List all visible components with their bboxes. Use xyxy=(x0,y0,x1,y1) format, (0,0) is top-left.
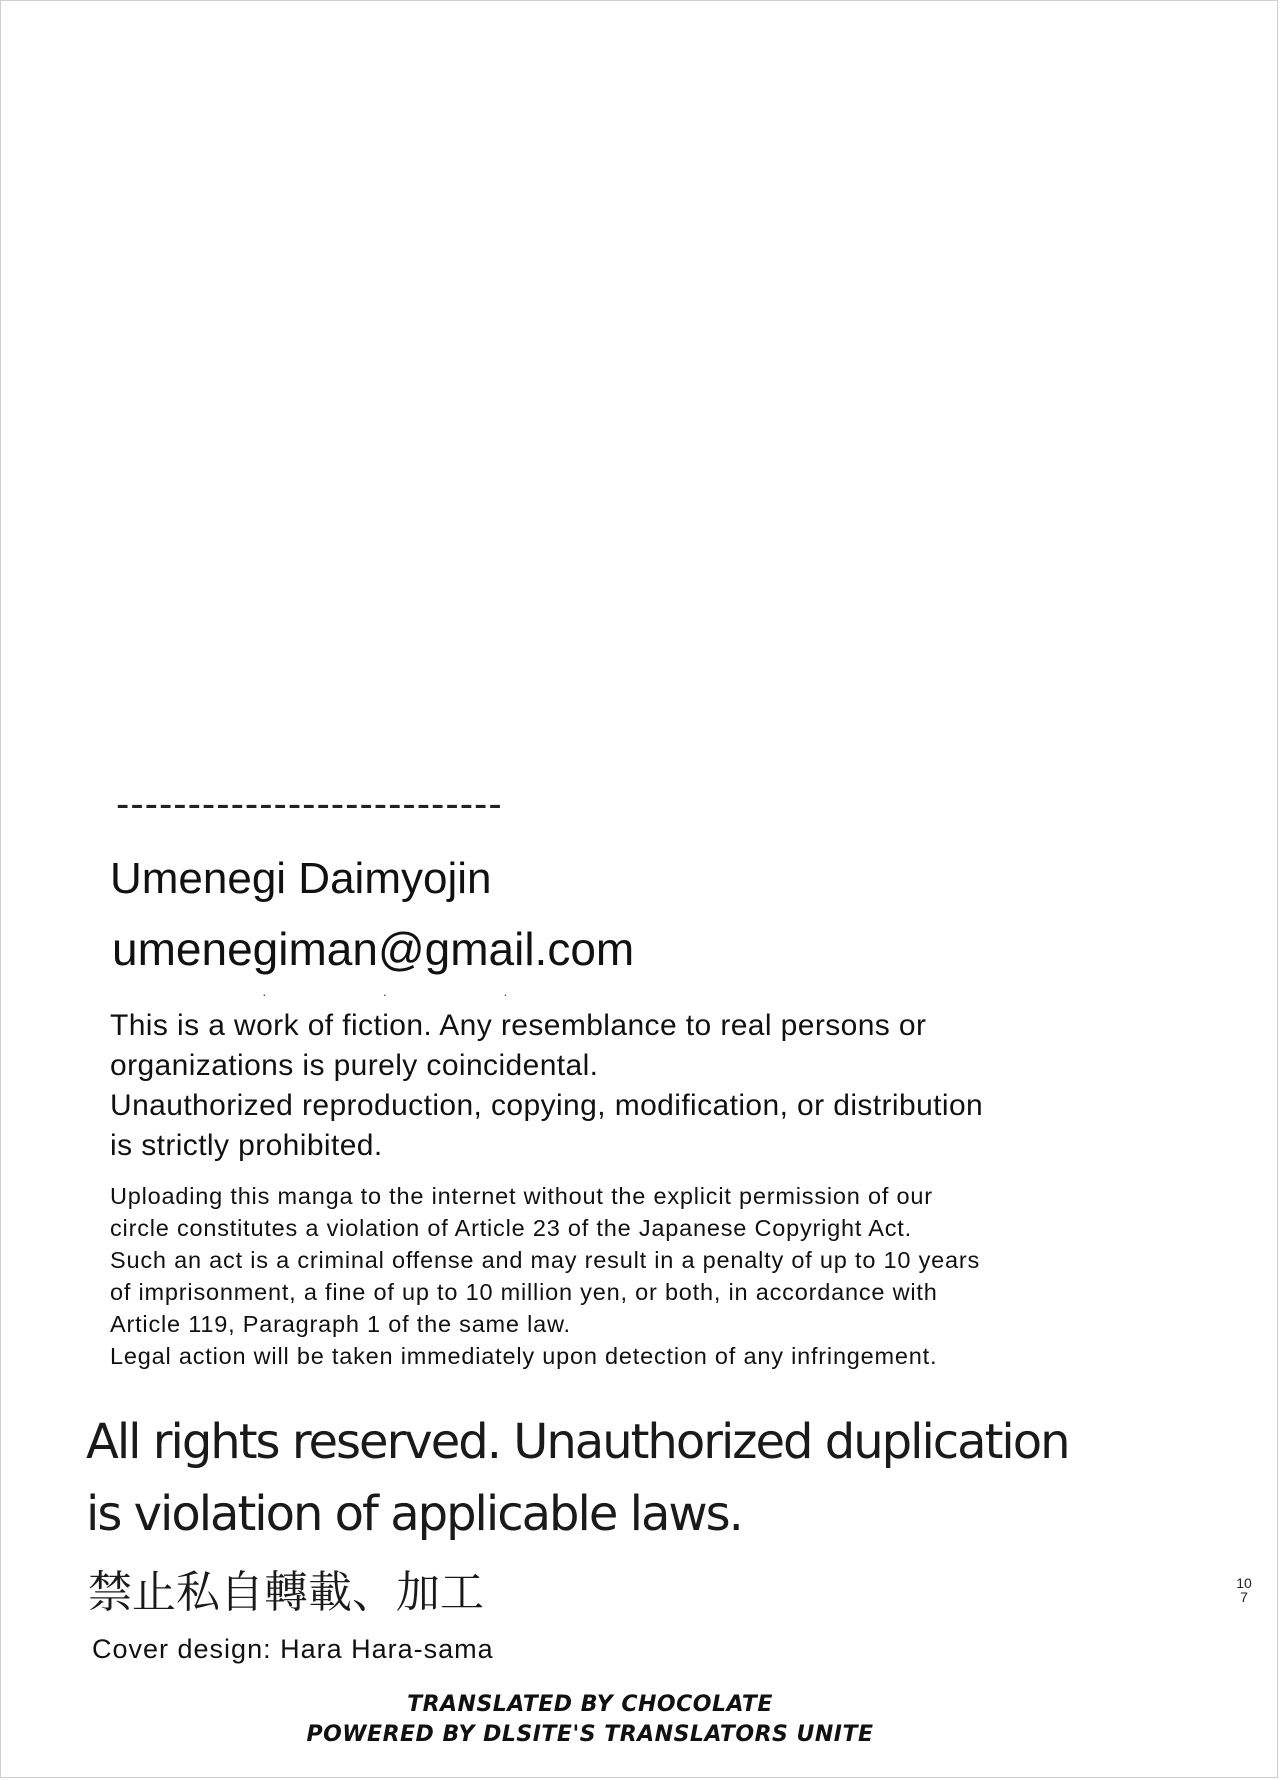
author-name: Umenegi Daimyojin xyxy=(110,854,492,903)
fiction-notice-line: organizations is purely coincidental. xyxy=(110,1049,599,1082)
ink-specks: · · · xyxy=(262,986,564,1002)
legal-notice xyxy=(110,1180,980,1372)
translation-credits xyxy=(0,1690,1180,1750)
fiction-notice-line: is strictly prohibited. xyxy=(110,1129,383,1162)
legal-notice-line: Such an act is a criminal offense and may result in a penalty of up to 10 years xyxy=(110,1247,981,1273)
rights-notice-line: All rights reserved. Unauthorized duplication xyxy=(86,1414,1069,1470)
page-number: 107 xyxy=(1236,1575,1252,1605)
powered-by-credit: POWERED BY DLSITE'S TRANSLATORS UNITE xyxy=(306,1722,874,1747)
fiction-notice xyxy=(110,1006,1190,1166)
legal-notice-line: Article 119, Paragraph 1 of the same law. xyxy=(110,1311,571,1337)
legal-notice-line: circle constitutes a violation of Article 23 of the Japanese Copyright Act. xyxy=(110,1215,912,1241)
separator-line: --------------------------- xyxy=(116,782,503,826)
legal-notice-line: Uploading this manga to the internet without the explicit permission of our xyxy=(110,1183,933,1209)
author-email: umenegiman@gmail.com xyxy=(112,923,635,975)
fiction-notice-line: This is a work of fiction. Any resemblance to real persons or xyxy=(110,1009,927,1042)
legal-notice-line: of imprisonment, a fine of up to 10 million yen, or both, in accordance with xyxy=(110,1279,938,1305)
rights-notice-line: is violation of applicable laws. xyxy=(86,1486,742,1542)
cover-design-credit: Cover design: Hara Hara-sama xyxy=(92,1634,494,1664)
japanese-rights-notice: 禁止私自轉載、加工 xyxy=(88,1567,484,1618)
legal-notice-line: Legal action will be taken immediately upon detection of any infringement. xyxy=(110,1343,938,1369)
fiction-notice-line: Unauthorized reproduction, copying, modification, or distribution xyxy=(110,1089,984,1122)
rights-notice xyxy=(86,1406,1069,1550)
translated-by-credit: TRANSLATED BY CHOCOLATE xyxy=(407,1692,773,1717)
